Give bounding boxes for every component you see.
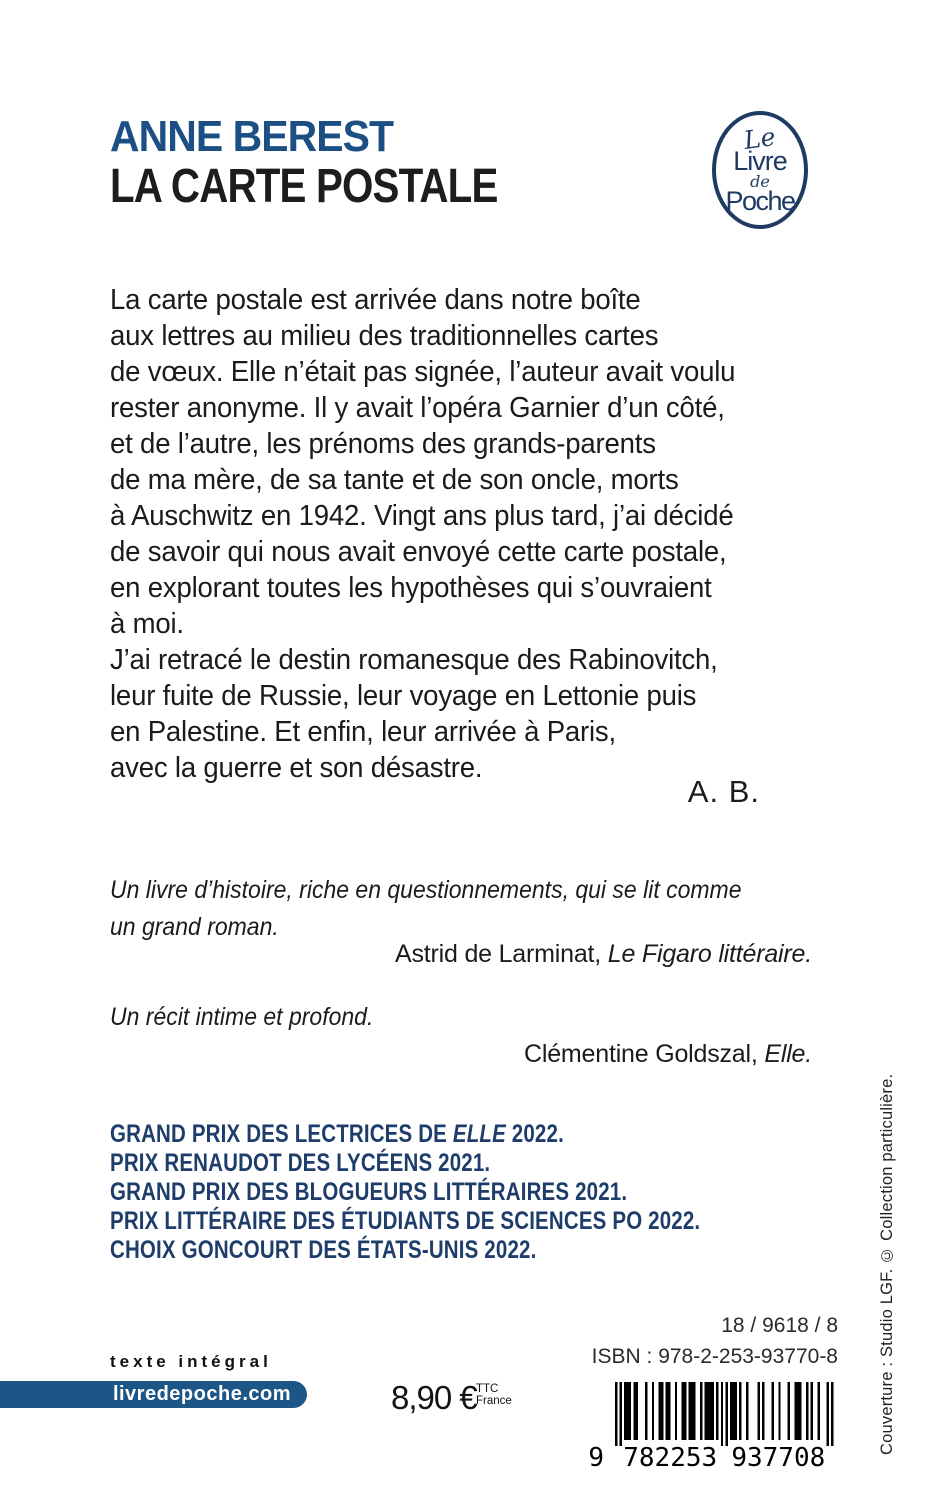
synopsis-line: à moi. [110,608,184,640]
svg-text:9: 9 [588,1443,604,1470]
review-attribution-1 [110,940,812,969]
price-country: France [476,1394,512,1407]
review-quote-line: Un récit intime et profond. [110,1003,374,1031]
award-line [110,1207,700,1236]
author-name: ANNE BEREST [110,112,394,161]
review-quote-line: un grand roman. [110,913,279,941]
synopsis-line: de savoir qui nous avait envoyé cette carte postale, [110,536,727,568]
synopsis-line: leur fuite de Russie, leur voyage en Lettonie puis [110,680,697,712]
synopsis-text [110,282,735,786]
cover-credit: Couverture : Studio LGF. © Collection particulière. [878,1073,896,1455]
logo-le: Le [742,121,778,156]
award-text: GRAND PRIX DES LECTRICES DE [110,1120,453,1148]
price: 8,90 € [391,1379,477,1416]
barcode [588,1378,838,1470]
synopsis-line: La carte postale est arrivée dans notre boîte [110,284,641,316]
review-source: Le Figaro littéraire. [607,940,812,968]
logo-poche: Poche [725,186,795,216]
edition-code: 18 / 9618 / 8 [721,1314,838,1337]
author-initials: A. B. [687,774,760,809]
synopsis-line: avec la guerre et son désastre. [110,752,483,784]
review-attribution-2 [110,1040,812,1069]
reviewer-name: Astrid de Larminat, [395,940,608,968]
synopsis-line: de vœux. Elle n’était pas signée, l’auteur avait voulu [110,356,736,388]
svg-text:782253: 782253 [623,1443,718,1470]
award-line [110,1149,700,1178]
price-tax-note [476,1384,512,1407]
logo-de: de [750,172,770,191]
review-quote-line: Un livre d’histoire, riche en questionnements, qui se lit comme [110,876,742,904]
award-text-year: 2022. [505,1120,564,1148]
synopsis-line: de ma mère, de sa tante et de son oncle, morts [110,464,679,496]
publisher-logo [712,111,808,229]
synopsis-line: J’ai retracé le destin romanesque des Rabinovitch, [110,644,718,676]
website-banner [0,1381,307,1408]
synopsis-line: rester anonyme. Il y avait l’opéra Garnier d’un côté, [110,392,725,424]
isbn-number: ISBN : 978-2-253-93770-8 [591,1345,838,1368]
award-text-italic: ELLE [452,1120,506,1148]
price-ttc: TTC [476,1383,499,1395]
book-title: LA CARTE POSTALE [110,160,498,213]
reviewer-name: Clémentine Goldszal, [524,1040,765,1068]
review-quote-2 [110,999,373,1036]
award-line [110,1236,700,1265]
synopsis-line: aux lettres au milieu des traditionnelles cartes [110,320,659,352]
svg-text:937708: 937708 [731,1443,826,1470]
review-quote-1 [110,872,742,946]
synopsis-line: en explorant toutes les hypothèses qui s’ouvraient [110,572,712,604]
review-source: Elle. [764,1040,812,1068]
synopsis-line: et de l’autre, les prénoms des grands-parents [110,428,656,460]
award-text: GRAND PRIX DES BLOGUEURS LITTÉRAIRES 2021. [110,1178,628,1206]
award-text: CHOIX GONCOURT DES ÉTATS-UNIS 2022. [110,1236,537,1264]
synopsis-line: en Palestine. Et enfin, leur arrivée à Paris, [110,716,616,748]
website-url: livredepoche.com [112,1383,291,1405]
award-text: PRIX RENAUDOT DES LYCÉENS 2021. [110,1149,491,1177]
texte-integral-label: texte intégral [110,1352,272,1371]
awards-list [110,1120,700,1265]
award-line [110,1120,700,1149]
award-line [110,1178,700,1207]
synopsis-line: à Auschwitz en 1942. Vingt ans plus tard, j’ai décidé [110,500,734,532]
logo-livre: Livre [733,146,787,176]
award-text: PRIX LITTÉRAIRE DES ÉTUDIANTS DE SCIENCES PO 2022. [110,1207,701,1235]
